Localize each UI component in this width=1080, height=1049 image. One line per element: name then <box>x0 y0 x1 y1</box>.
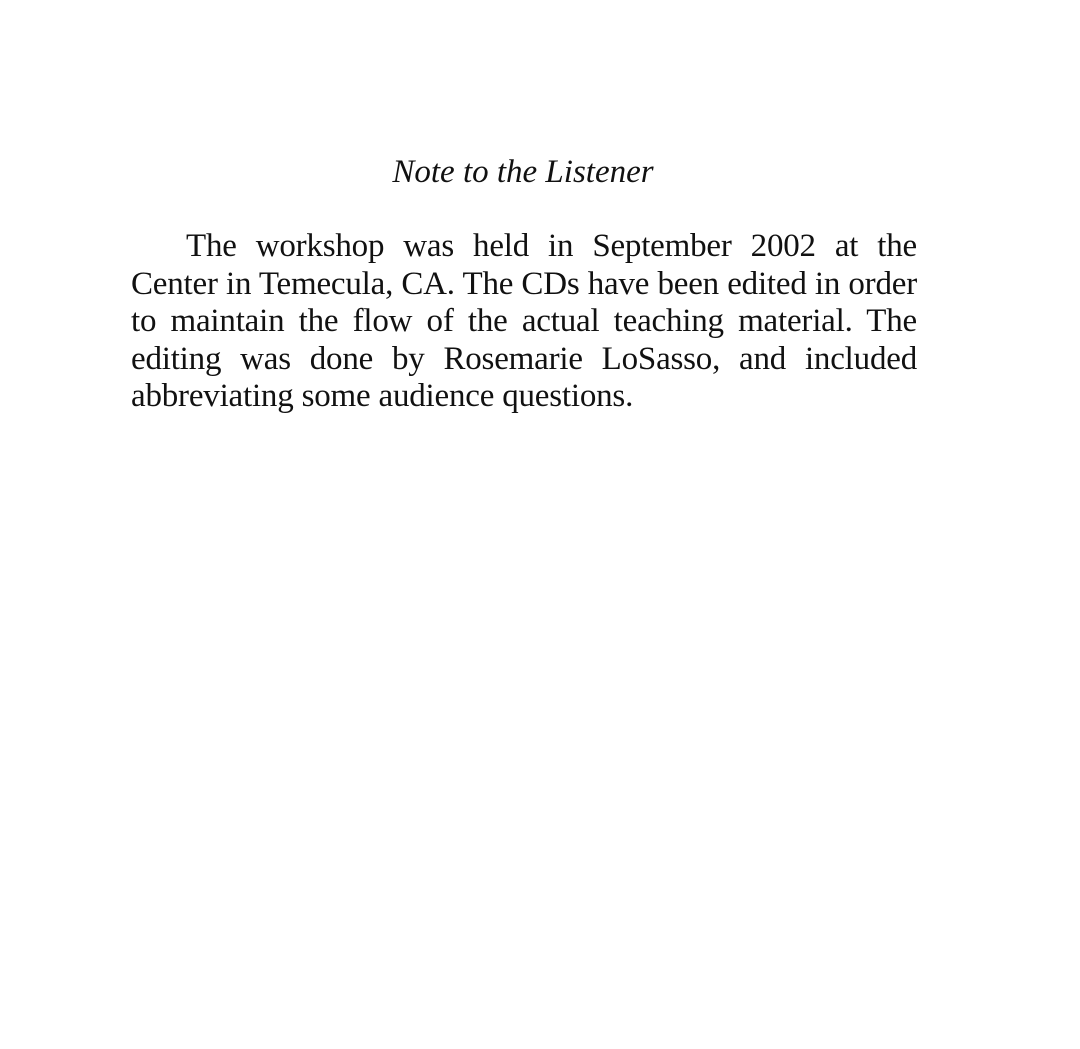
body-paragraph: The workshop was held in September 2002 at the Center in Temecula, CA. The CDs have been edited in order to maintain the flow of the actual teaching material. The editing was done by Rosemarie LoSasso, and included abbreviating some audience questions. <box>131 228 917 414</box>
page-title: Note to the Listener <box>392 154 654 190</box>
